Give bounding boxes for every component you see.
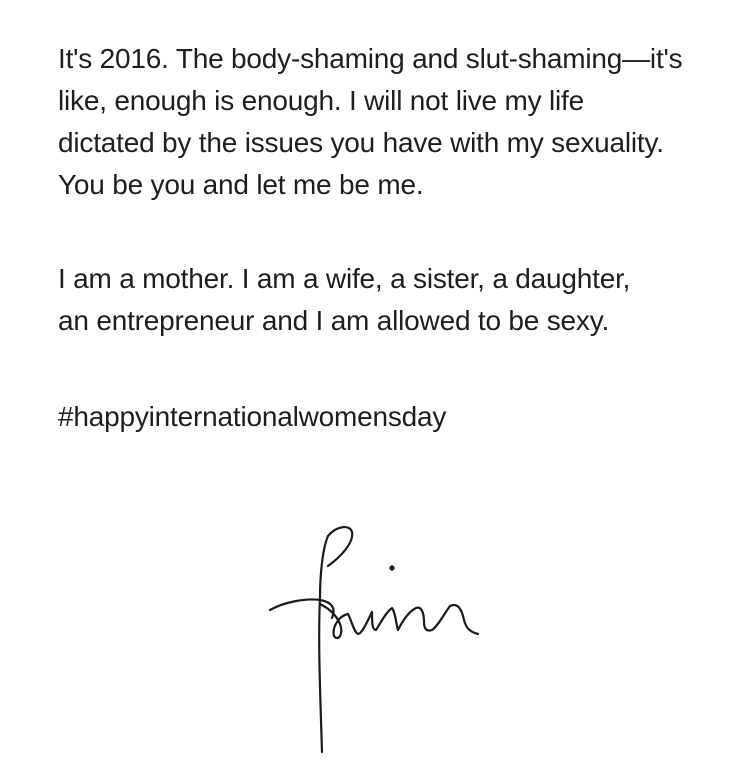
paragraph-1-line-4: You be you and let me be me. xyxy=(58,169,424,200)
signature-crossbar xyxy=(270,599,334,618)
statement-paragraph-1 xyxy=(58,38,682,206)
signature-i-dot xyxy=(389,565,394,570)
paragraph-1-line-2: like, enough is enough. I will not live my life xyxy=(58,85,584,116)
handwritten-signature xyxy=(262,518,502,758)
paragraph-2-line-1: I am a mother. I am a wife, a sister, a daughter, xyxy=(58,263,631,294)
paragraph-1-line-1: It's 2016. The body-shaming and slut-shaming—it's xyxy=(58,43,683,74)
paragraph-1-line-3: dictated by the issues you have with my sexuality. xyxy=(58,127,664,158)
signature-k-leg-and-letters xyxy=(320,604,478,638)
hashtag-text: #happyinternationalwomensday xyxy=(58,401,447,432)
signature-k-upper-loop xyxy=(328,527,352,566)
paragraph-2-line-2: an entrepreneur and I am allowed to be sexy. xyxy=(58,305,610,336)
statement-paragraph-2 xyxy=(58,258,630,342)
signature-k-stem xyxy=(319,536,328,752)
